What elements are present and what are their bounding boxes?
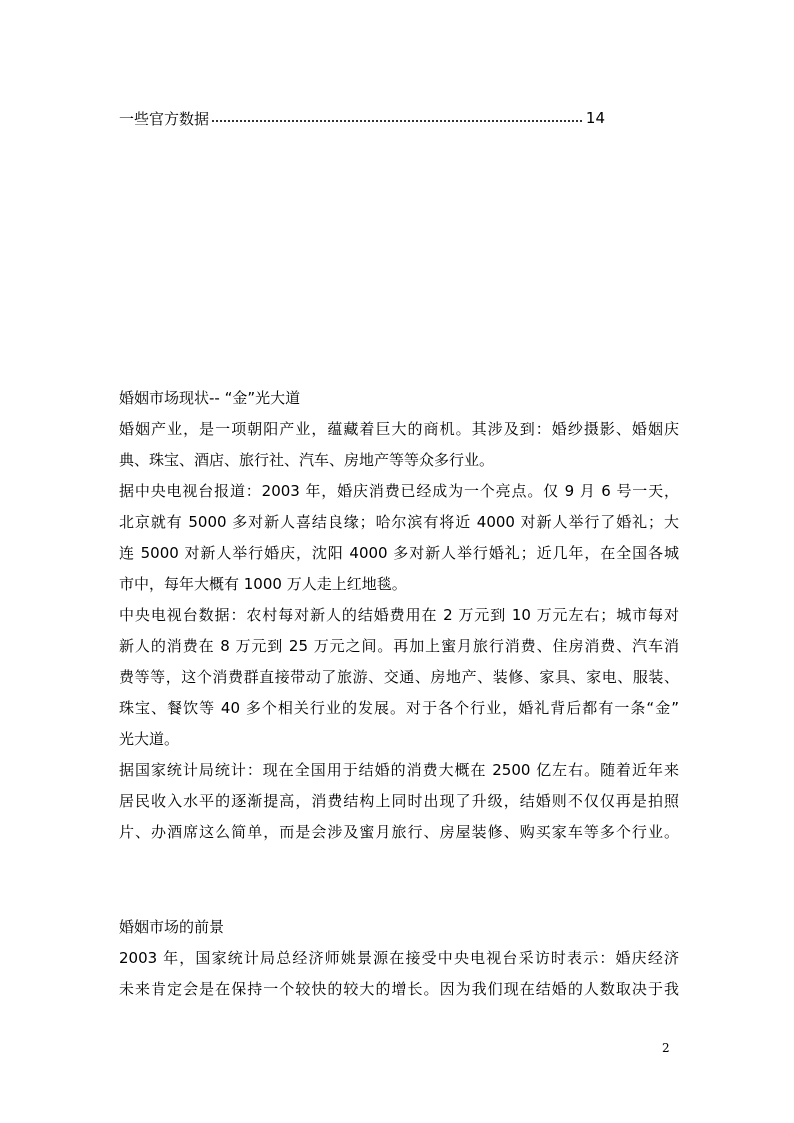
- paragraph-line: 片、办酒席这么简单，而是会涉及蜜月旅行、房屋装修、购买家车等多个行业。: [119, 823, 679, 841]
- paragraph-line: 连 5000 对新人举行婚庆，沈阳 4000 多对新人举行婚礼；近几年，在全国各城: [119, 544, 679, 562]
- paragraph-line: 未来肯定会是在保持一个较快的较大的增长。因为我们现在结婚的人数取决于我: [119, 980, 679, 998]
- paragraph-line: 2003 年，国家统计局总经济师姚景源在接受中央电视台采访时表示：婚庆经济: [119, 949, 679, 967]
- paragraph-line: 新人的消费在 8 万元到 25 万元之间。再加上蜜月旅行消费、住房消费、汽车消: [119, 637, 679, 655]
- paragraph-line: 光大道。: [119, 730, 180, 748]
- paragraph-line: 据中央电视台报道：2003 年，婚庆消费已经成为一个亮点。仅 9 月 6 号一天，: [119, 482, 679, 500]
- toc-dot-leader: [211, 120, 584, 122]
- section-title: 婚姻市场现状-- “金”光大道: [119, 389, 301, 407]
- section-market-outlook: [119, 912, 679, 1005]
- paragraph-line: 典、珠宝、酒店、旅行社、汽车、房地产等等众多行业。: [119, 451, 495, 469]
- paragraph-line: 北京就有 5000 多对新人喜结良缘；哈尔滨有将近 4000 对新人举行了婚礼；大: [119, 513, 679, 531]
- paragraph-line: 据国家统计局统计：现在全国用于结婚的消费大概在 2500 亿左右。随着近年来: [119, 761, 679, 779]
- paragraph-line: 中央电视台数据：农村每对新人的结婚费用在 2 万元到 10 万元左右；城市每对: [119, 606, 679, 624]
- toc-entry[interactable]: [119, 106, 605, 130]
- section-market-status: [119, 383, 679, 848]
- toc-entry-page: 14: [585, 109, 605, 127]
- paragraph-line: 费等等，这个消费群直接带动了旅游、交通、房地产、装修、家具、家电、服装、: [119, 668, 679, 686]
- paragraph-line: 居民收入水平的逐渐提高，消费结构上同时出现了升级，结婚则不仅仅再是拍照: [119, 792, 679, 810]
- paragraph-line: 市中，每年大概有 1000 万人走上红地毯。: [119, 575, 407, 593]
- page-number: 2: [662, 1041, 670, 1055]
- paragraph-line: 婚姻产业，是一项朝阳产业，蕴藏着巨大的商机。其涉及到：婚纱摄影、婚姻庆: [119, 420, 679, 438]
- paragraph-line: 珠宝、餐饮等 40 多个相关行业的发展。对于各个行业，婚礼背后都有一条“金”: [119, 699, 679, 717]
- section-title: 婚姻市场的前景: [119, 918, 225, 936]
- toc-entry-text: 一些官方数据: [119, 109, 210, 128]
